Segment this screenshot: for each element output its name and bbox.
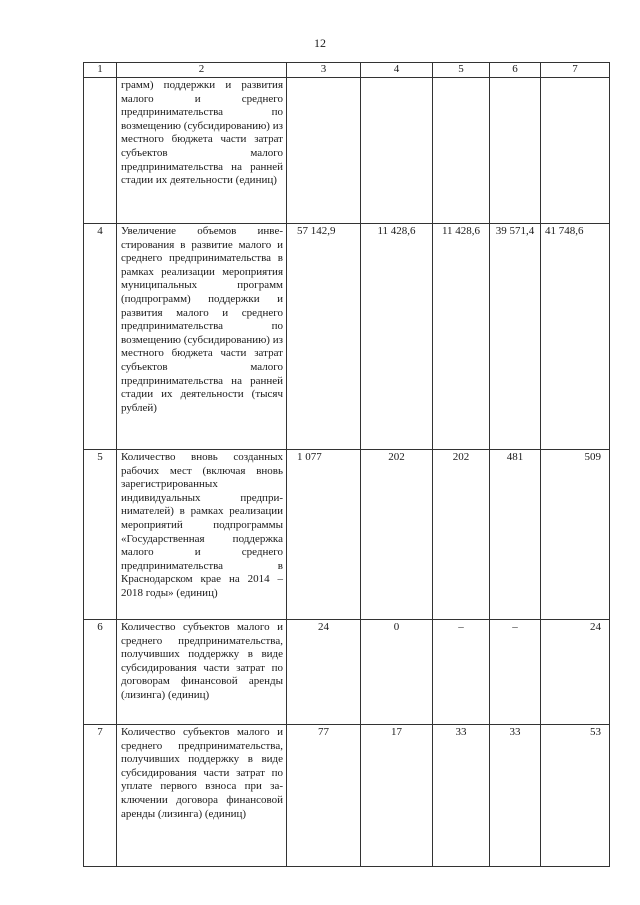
row-value: 17 <box>361 725 433 867</box>
row-value: 481 <box>490 450 541 620</box>
row-value <box>361 78 433 224</box>
row-value <box>287 78 361 224</box>
row-number: 5 <box>84 450 117 620</box>
row-value: 0 <box>361 620 433 725</box>
row-description: Количество субъектов малого и среднего предпринимательства, получивших поддержку в виде субсидирования части затрат по уплате первого взноса при заключении договора финансовой аренды (лизинга) (единиц) <box>117 725 287 867</box>
row-description: Количество субъектов малого и среднего предпринимательства, получивших поддержку в виде субсидирования части затрат по договорам финансовой аренды (лизинга) (единиц) <box>117 620 287 725</box>
row-number: 4 <box>84 224 117 450</box>
column-header: 5 <box>433 63 490 78</box>
row-value: 1 077 <box>287 450 361 620</box>
row-value: 57 142,9 <box>287 224 361 450</box>
row-value: 11 428,6 <box>361 224 433 450</box>
column-header: 3 <box>287 63 361 78</box>
row-value <box>490 78 541 224</box>
column-header: 1 <box>84 63 117 78</box>
row-number <box>84 78 117 224</box>
table-row <box>84 78 610 224</box>
table-row <box>84 620 610 725</box>
row-value: – <box>433 620 490 725</box>
table-row <box>84 224 610 450</box>
row-description: грамм) поддержки и развития малого и среднего предпринимательства по возмещению (субсидированию) из местного бюджета части затрат субъектов малого предпринимательства на ранней стадии их деятельности (единиц) <box>117 78 287 224</box>
row-description: Количество вновь созданных рабочих мест (включая вновь зарегистрированных индивидуальных предпринимателей) в рамках реализации мероприятий подпрограммы «Государственная поддержка малого и среднего предпринимательства в Краснодарском крае на 2014 – 2018 годы» (единиц) <box>117 450 287 620</box>
column-header: 4 <box>361 63 433 78</box>
row-value: 11 428,6 <box>433 224 490 450</box>
row-value: 33 <box>433 725 490 867</box>
row-value: – <box>490 620 541 725</box>
column-header: 6 <box>490 63 541 78</box>
table-header-row <box>84 63 610 78</box>
row-value <box>433 78 490 224</box>
row-value: 24 <box>287 620 361 725</box>
row-value: 509 <box>541 450 610 620</box>
row-description: Увеличение объемов инвестирования в развитие малого и среднего предпринимательства в рамках реализации мероприятия муниципальных программ (подпрограмм) поддержки и развития малого и среднего предпринимательства по возмещению (субсидированию) из местного бюджета части затрат субъектов малого предпринимательства на ранней стадии их деятельности (тысяч рублей) <box>117 224 287 450</box>
row-value: 53 <box>541 725 610 867</box>
row-value: 202 <box>361 450 433 620</box>
row-value <box>541 78 610 224</box>
column-header: 2 <box>117 63 287 78</box>
row-value: 33 <box>490 725 541 867</box>
row-value: 39 571,4 <box>490 224 541 450</box>
row-value: 77 <box>287 725 361 867</box>
row-number: 6 <box>84 620 117 725</box>
table-row <box>84 450 610 620</box>
indicators-table <box>83 62 610 867</box>
row-value: 24 <box>541 620 610 725</box>
row-value: 41 748,6 <box>541 224 610 450</box>
page-number: 12 <box>314 36 326 50</box>
table-row <box>84 725 610 867</box>
row-value: 202 <box>433 450 490 620</box>
row-number: 7 <box>84 725 117 867</box>
column-header: 7 <box>541 63 610 78</box>
